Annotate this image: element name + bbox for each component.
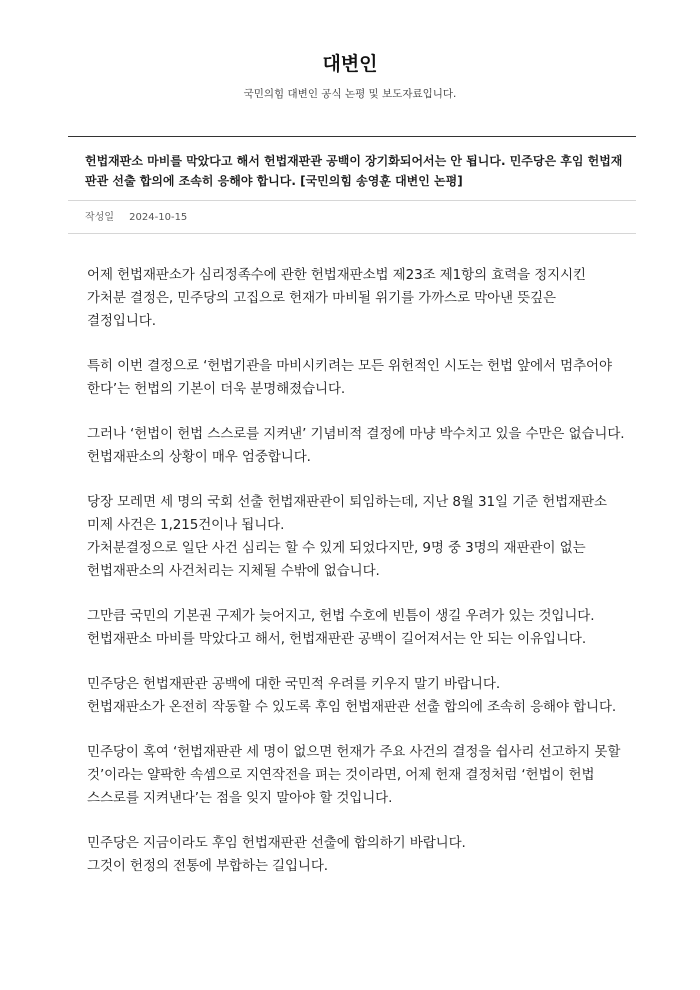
paragraph-line: 특히 이번 결정으로 ‘헌법기관을 마비시키려는 모든 위헌적인 시도는 헌법 앞에서 멈추어야 한다’는 헌법의 기본이 더욱 분명해졌습니다. [87,358,612,397]
date-label: 작성일 [85,212,114,223]
paragraph [87,423,627,469]
paragraph [87,605,627,651]
paragraph-line: 민주당은 헌법재판관 공백에 대한 국민적 우려를 키우지 말기 바랍니다. [87,676,501,692]
date-value: 2024-10-15 [129,212,188,223]
paragraph [87,355,627,401]
paragraph-line: 어제 헌법재판소가 심리정족수에 관한 헌법재판소법 제23조 제1항의 효력을 정지시킨 가처분 결정은, 민주당의 고집으로 헌재가 마비될 위기를 가까스로 막아낸 뜻깊은 결정입니다. [87,267,586,329]
paragraph-line: 민주당이 혹여 ‘헌법재판관 세 명이 없으면 헌재가 주요 사건의 결정을 쉽사리 선고하지 못할 것’이라는 얄팍한 속셈으로 지연작전을 펴는 것이라면, 어제 헌재 결정처럼 ‘헌법이 헌법 스스로를 지켜낸다’는 점을 잊지 말아야 할 것입니다. [87,744,621,806]
site-title: 대변인 [322,53,378,75]
paragraph [87,832,627,878]
paragraph [87,741,627,810]
paragraph-line: 헌법재판소가 온전히 작동할 수 있도록 후임 헌법재판관 선출 합의에 조속히 응해야 합니다. [87,699,617,715]
paragraph-line: 헌법재판소의 상황이 매우 엄중합니다. [87,449,311,465]
paragraph-line: 헌법재판소 마비를 막았다고 해서, 헌법재판관 공백이 길어져서는 안 되는 이유입니다. [87,631,587,647]
top-divider [68,136,636,137]
paragraph [87,264,627,333]
paragraph-line: 그러나 ‘헌법이 헌법 스스로를 지켜낸’ 기념비적 결정에 마냥 박수치고 있을 수만은 없습니다. [87,426,625,442]
article-body [87,264,627,900]
paragraph-line: 가처분결정으로 일단 사건 심리는 할 수 있게 되었다지만, 9명 중 3명의 재판관이 없는 헌법재판소의 사건처리는 지체될 수밖에 없습니다. [87,540,586,579]
site-subtitle: 국민의힘 대변인 공식 논평 및 보도자료입니다. [243,88,457,100]
paragraph-line: 그것이 헌정의 전통에 부합하는 길입니다. [87,858,328,874]
paragraph-line: 당장 모레면 세 명의 국회 선출 헌법재판관이 퇴임하는데, 지난 8월 31일 기준 헌법재판소 미제 사건은 1,215건이나 됩니다. [87,494,607,533]
title-divider [68,200,636,201]
paragraph [87,491,627,583]
article-meta [85,211,187,225]
meta-divider [68,233,636,234]
article-title: 헌법재판소 마비를 막았다고 해서 헌법재판관 공백이 장기화되어서는 안 됩니다. 민주당은 후임 헌법재판관 선출 합의에 조속히 응해야 합니다. [국민의힘 송영훈 대변인 논평] [85,154,623,188]
paragraph-line: 민주당은 지금이라도 후임 헌법재판관 선출에 합의하기 바랍니다. [87,835,466,851]
paragraph-line: 그만큼 국민의 기본권 구제가 늦어지고, 헌법 수호에 빈틈이 생길 우려가 있는 것입니다. [87,608,595,624]
paragraph [87,673,627,719]
